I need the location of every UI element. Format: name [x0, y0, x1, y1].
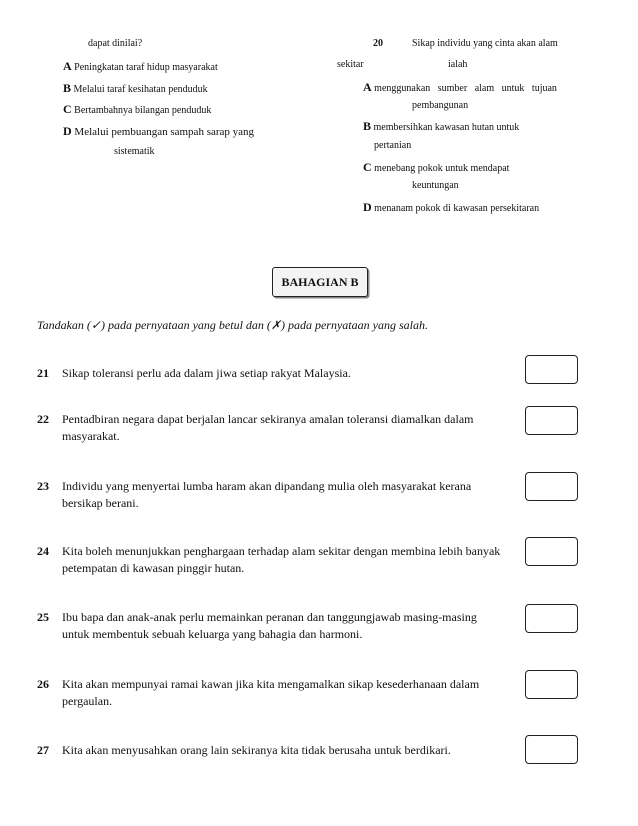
section-title: BAHAGIAN B [272, 267, 368, 297]
question-20-stem-line1: Sikap individu yang cinta akan alam [412, 38, 558, 49]
question-20-stem-line2a: sekitar [337, 59, 364, 70]
option-20-b [363, 119, 519, 134]
option-19-a [63, 59, 218, 74]
question-number: 21 [37, 366, 49, 380]
option-text: menanam pokok di kawasan persekitaran [374, 203, 540, 214]
option-20-d [363, 200, 539, 215]
question-text: Pentadbiran negara dapat berjalan lancar sekiranya amalan toleransi diamalkan dalam masyarakat. [62, 412, 474, 443]
option-20-c-line2: keuntungan [412, 180, 459, 191]
option-letter: C [63, 102, 72, 116]
question-text: Kita boleh menunjukkan penghargaan terhadap alam sekitar dengan membina lebih banyak petempatan di kawasan pinggir hutan. [62, 544, 501, 575]
option-letter: A [63, 59, 72, 73]
answer-box-23[interactable] [525, 472, 578, 501]
question-number: 22 [37, 412, 49, 426]
answer-box-24[interactable] [525, 537, 578, 566]
option-letter: C [363, 160, 372, 174]
option-19-c [63, 102, 211, 117]
answer-box-22[interactable] [525, 406, 578, 435]
option-letter: A [363, 80, 372, 94]
answer-box-21[interactable] [525, 355, 578, 384]
question-21 [37, 365, 507, 382]
question-text: Individu yang menyertai lumba haram akan dipandang mulia oleh masyarakat kerana bersikap berani. [62, 479, 472, 510]
option-text: Bertambahnya bilangan penduduk [74, 105, 212, 116]
question-text: Kita akan mempunyai ramai kawan jika kita mengamalkan sikap kesederhanaan dalam pergaulan. [62, 677, 480, 708]
option-20-c [363, 160, 509, 175]
option-text: menebang pokok untuk mendapat [374, 163, 510, 174]
question-text: Ibu bapa dan anak-anak perlu memainkan peranan dan tanggungjawab masing-masing untuk membentuk sebuah keluarga yang bahagia dan harmoni. [62, 610, 477, 641]
question-23 [37, 478, 507, 512]
answer-box-26[interactable] [525, 670, 578, 699]
option-text: Melalui pembuangan sampah sarap yang [74, 126, 255, 138]
question-26 [37, 676, 507, 710]
question-text: Sikap toleransi perlu ada dalam jiwa setiap rakyat Malaysia. [62, 366, 351, 380]
question-25 [37, 609, 507, 643]
option-20-a-line2: pembangunan [412, 100, 469, 111]
instruction: Tandakan (✓) pada pernyataan yang betul dan (✗) pada pernyataan yang salah. [37, 318, 428, 332]
question-number: 25 [37, 610, 49, 624]
option-20-b-line2: pertanian [374, 140, 412, 151]
question-number: 23 [37, 479, 49, 493]
answer-box-27[interactable] [525, 735, 578, 764]
option-text: Peningkatan taraf hidup masyarakat [74, 62, 218, 73]
question-20-stem-line2b: ialah [448, 59, 468, 70]
option-19-d [63, 124, 254, 139]
option-20-a [363, 80, 557, 95]
question-text: Kita akan menyusahkan orang lain sekiranya kita tidak berusaha untuk berdikari. [62, 743, 451, 757]
question-20-number: 20 [373, 38, 383, 49]
question-19-continuation: dapat dinilai? [88, 38, 143, 49]
question-number: 26 [37, 677, 49, 691]
option-letter: D [363, 200, 372, 214]
question-24 [37, 543, 507, 577]
question-number: 27 [37, 743, 49, 757]
option-letter: B [63, 81, 72, 95]
option-text: membersihkan kawasan hutan untuk [373, 122, 520, 133]
option-text: Melalui taraf kesihatan penduduk [73, 84, 208, 95]
option-19-b [63, 81, 208, 96]
question-27 [37, 742, 507, 759]
question-22 [37, 411, 507, 445]
answer-box-25[interactable] [525, 604, 578, 633]
question-number: 24 [37, 544, 49, 558]
option-text: menggunakan sumber alam untuk tujuan [374, 83, 557, 94]
option-letter: B [363, 119, 372, 133]
option-letter: D [63, 124, 72, 138]
option-19-d-line2: sistematik [114, 146, 155, 157]
